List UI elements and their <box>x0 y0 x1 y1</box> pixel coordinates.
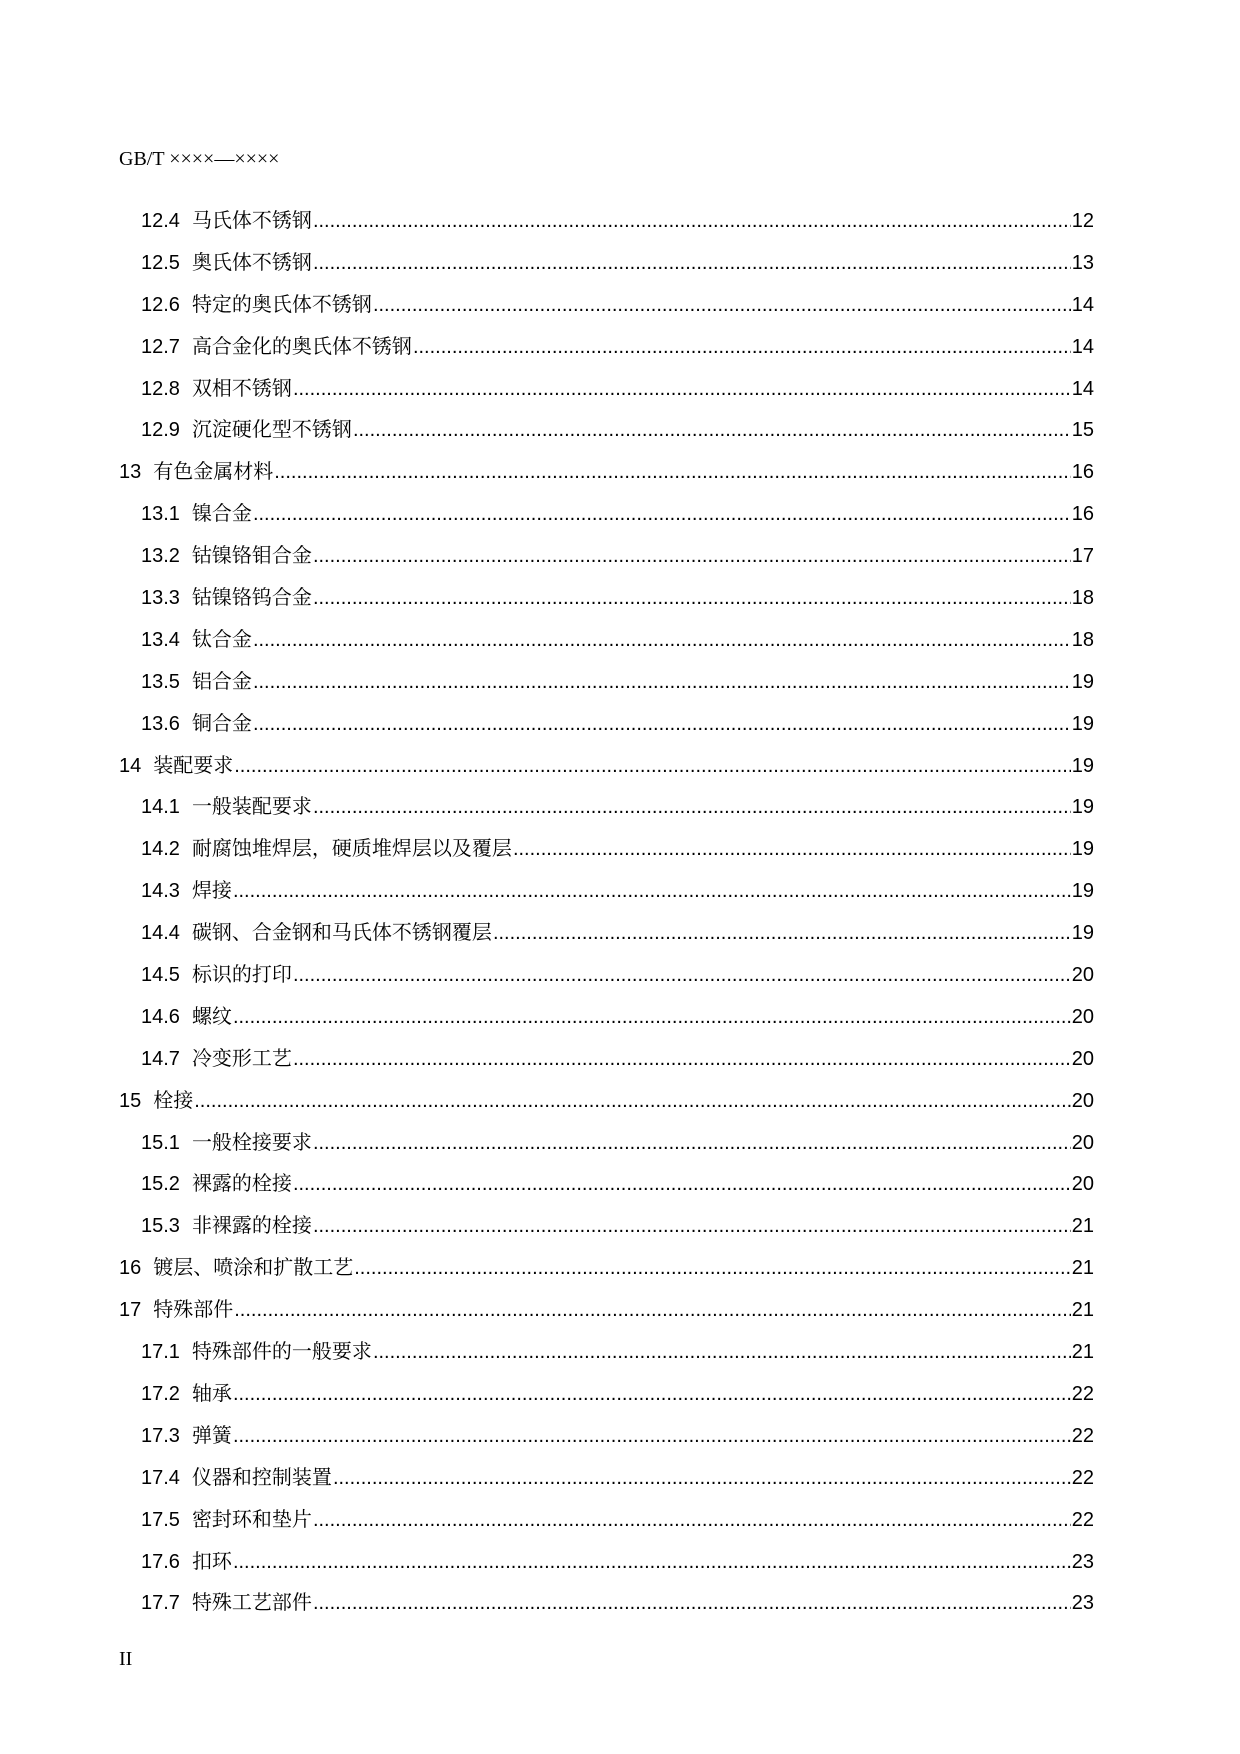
toc-section-entry[interactable] <box>119 242 1094 284</box>
toc-entry-number: 12.4 <box>141 210 180 232</box>
toc-entry-page-number: 20 <box>1071 1089 1094 1112</box>
toc-entry-page-number: 19 <box>1071 880 1094 903</box>
toc-entry-title: 镀层、喷涂和扩散工艺 <box>153 1255 354 1280</box>
toc-dot-leader <box>413 327 1071 369</box>
toc-dot-leader <box>313 578 1071 620</box>
toc-chapter-entry[interactable] <box>119 1247 1094 1289</box>
toc-entry-title: 钛合金 <box>191 626 252 651</box>
toc-entry-page-number: 16 <box>1071 461 1094 484</box>
toc-dot-leader <box>233 1374 1071 1416</box>
toc-section-entry[interactable] <box>119 870 1094 912</box>
toc-dot-leader <box>293 369 1071 411</box>
toc-dot-leader <box>234 1290 1071 1332</box>
toc-dot-leader <box>333 1458 1071 1500</box>
toc-entry-title: 裸露的栓接 <box>191 1171 292 1196</box>
toc-section-entry[interactable] <box>119 577 1094 619</box>
toc-entry-title: 特定的奥氏体不锈钢 <box>191 291 372 316</box>
toc-section-entry[interactable] <box>119 912 1094 954</box>
toc-dot-leader <box>313 1123 1071 1165</box>
toc-dot-leader <box>354 1248 1071 1290</box>
toc-entry-title: 冷变形工艺 <box>191 1045 292 1070</box>
toc-section-entry[interactable] <box>119 1457 1094 1499</box>
toc-entry-number: 12.6 <box>141 293 180 316</box>
toc-entry-title: 铜合金 <box>191 710 252 735</box>
toc-dot-leader <box>293 1164 1071 1206</box>
toc-dot-leader <box>293 1039 1071 1081</box>
toc-entry-title: 轴承 <box>191 1380 232 1405</box>
toc-entry-number: 14.3 <box>141 880 180 903</box>
toc-section-entry[interactable] <box>119 200 1094 242</box>
toc-entry-page-number: 19 <box>1071 922 1094 945</box>
toc-entry-page-number: 22 <box>1071 1466 1094 1489</box>
toc-entry-number: 14.4 <box>141 922 180 945</box>
toc-dot-leader <box>253 620 1071 662</box>
toc-entry-page-number: 21 <box>1071 1215 1094 1238</box>
toc-entry-title: 扣环 <box>191 1548 232 1573</box>
toc-entry-number: 15.3 <box>141 1215 180 1238</box>
toc-dot-leader <box>233 871 1071 913</box>
toc-dot-leader <box>493 913 1071 955</box>
toc-entry-number: 14 <box>119 754 142 777</box>
toc-dot-leader <box>253 662 1071 704</box>
toc-entry-title: 弹簧 <box>191 1422 232 1447</box>
toc-entry-title: 高合金化的奥氏体不锈钢 <box>191 333 412 358</box>
toc-dot-leader <box>233 997 1071 1039</box>
toc-section-entry[interactable] <box>119 1541 1094 1583</box>
toc-entry-title: 装配要求 <box>153 752 234 777</box>
toc-entry-page-number: 22 <box>1071 1508 1094 1531</box>
page-number-footer: II <box>119 1648 133 1670</box>
toc-entry-page-number: 17 <box>1071 545 1094 568</box>
toc-section-entry[interactable] <box>119 284 1094 326</box>
toc-entry-page-number: 18 <box>1071 587 1094 610</box>
toc-section-entry[interactable] <box>119 619 1094 661</box>
toc-dot-leader <box>353 410 1071 452</box>
toc-section-entry[interactable] <box>119 1499 1094 1541</box>
toc-dot-leader <box>313 1500 1071 1542</box>
toc-entry-title: 双相不锈钢 <box>191 375 292 400</box>
toc-entry-title: 非裸露的栓接 <box>191 1213 312 1238</box>
toc-section-entry[interactable] <box>119 1122 1094 1164</box>
toc-section-entry[interactable] <box>119 535 1094 577</box>
toc-entry-number: 15 <box>119 1089 142 1112</box>
toc-entry-title: 特殊部件 <box>153 1297 234 1322</box>
toc-section-entry[interactable] <box>119 1205 1094 1247</box>
toc-section-entry[interactable] <box>119 409 1094 451</box>
toc-entry-title: 镍合金 <box>191 501 252 526</box>
document-code-header: GB/T ××××—×××× <box>119 148 280 170</box>
toc-dot-leader <box>313 201 1071 243</box>
toc-dot-leader <box>253 704 1071 746</box>
toc-section-entry[interactable] <box>119 661 1094 703</box>
toc-entry-number: 12.8 <box>141 377 180 400</box>
toc-entry-page-number: 20 <box>1071 1005 1094 1028</box>
toc-entry-page-number: 20 <box>1071 1173 1094 1196</box>
toc-entry-page-number: 21 <box>1071 1257 1094 1280</box>
toc-entry-page-number: 19 <box>1071 796 1094 819</box>
toc-entry-title: 焊接 <box>191 878 232 903</box>
toc-entry-page-number: 19 <box>1071 670 1094 693</box>
toc-section-entry[interactable] <box>119 828 1094 870</box>
toc-entry-page-number: 14 <box>1071 335 1094 358</box>
toc-entry-number: 17.4 <box>141 1466 180 1489</box>
toc-entry-page-number: 22 <box>1071 1382 1094 1405</box>
toc-entry-page-number: 16 <box>1071 503 1094 526</box>
toc-entry-number: 17.2 <box>141 1382 180 1405</box>
toc-dot-leader <box>373 285 1071 327</box>
toc-entry-number: 15.1 <box>141 1131 180 1154</box>
toc-entry-number: 17 <box>119 1299 142 1322</box>
toc-section-entry[interactable] <box>119 1582 1094 1624</box>
toc-entry-title: 密封环和垫片 <box>191 1506 312 1531</box>
toc-entry-title: 有色金属材料 <box>153 459 274 484</box>
toc-entry-number: 17.3 <box>141 1424 180 1447</box>
toc-entry-title: 一般装配要求 <box>191 794 312 819</box>
toc-entry-page-number: 21 <box>1071 1299 1094 1322</box>
toc-entry-number: 13 <box>119 461 142 484</box>
toc-section-entry[interactable] <box>119 954 1094 996</box>
toc-entry-number: 13.5 <box>141 670 180 693</box>
toc-section-entry[interactable] <box>119 786 1094 828</box>
toc-dot-leader <box>313 243 1071 285</box>
toc-section-entry[interactable] <box>119 996 1094 1038</box>
toc-dot-leader <box>293 955 1071 997</box>
toc-dot-leader <box>253 494 1071 536</box>
toc-entry-title: 奥氏体不锈钢 <box>191 249 312 274</box>
toc-entry-title: 沉淀硬化型不锈钢 <box>191 417 352 442</box>
toc-entry-page-number: 18 <box>1071 628 1094 651</box>
toc-entry-number: 17.7 <box>141 1592 180 1615</box>
toc-entry-title: 一般栓接要求 <box>191 1129 312 1154</box>
toc-entry-page-number: 19 <box>1071 712 1094 735</box>
toc-dot-leader <box>313 1206 1071 1248</box>
toc-entry-number: 14.5 <box>141 964 180 987</box>
toc-section-entry[interactable] <box>119 1163 1094 1205</box>
toc-chapter-entry[interactable] <box>119 1080 1094 1122</box>
toc-entry-page-number: 22 <box>1071 1424 1094 1447</box>
toc-entry-title: 标识的打印 <box>191 962 292 987</box>
toc-entry-number: 14.7 <box>141 1047 180 1070</box>
table-of-contents <box>119 200 1094 1624</box>
toc-entry-title: 栓接 <box>153 1087 194 1112</box>
toc-section-entry[interactable] <box>119 1038 1094 1080</box>
toc-dot-leader <box>234 746 1071 788</box>
toc-dot-leader <box>313 536 1071 578</box>
toc-entry-title: 碳钢、合金钢和马氏体不锈钢覆层 <box>191 920 492 945</box>
toc-chapter-entry[interactable] <box>119 451 1094 493</box>
toc-section-entry[interactable] <box>119 703 1094 745</box>
toc-entry-page-number: 13 <box>1071 251 1094 274</box>
toc-entry-page-number: 20 <box>1071 1131 1094 1154</box>
toc-entry-number: 12.7 <box>141 335 180 358</box>
toc-entry-title: 钴镍铬钼合金 <box>191 543 312 568</box>
toc-entry-title: 马氏体不锈钢 <box>191 208 312 232</box>
toc-dot-leader <box>233 1416 1071 1458</box>
toc-entry-number: 14.6 <box>141 1005 180 1028</box>
toc-entry-number: 13.3 <box>141 587 180 610</box>
toc-section-entry[interactable] <box>119 1415 1094 1457</box>
toc-chapter-entry[interactable] <box>119 1289 1094 1331</box>
toc-entry-page-number: 20 <box>1071 1047 1094 1070</box>
toc-dot-leader <box>233 1542 1071 1584</box>
toc-entry-title: 螺纹 <box>191 1003 232 1028</box>
toc-section-entry[interactable] <box>119 1331 1094 1373</box>
toc-entry-number: 16 <box>119 1257 142 1280</box>
toc-entry-page-number: 23 <box>1071 1592 1094 1615</box>
toc-entry-page-number: 19 <box>1071 754 1094 777</box>
toc-entry-title: 仪器和控制装置 <box>191 1464 332 1489</box>
toc-chapter-entry[interactable] <box>119 745 1094 787</box>
toc-dot-leader <box>513 829 1071 871</box>
toc-dot-leader <box>313 1583 1071 1625</box>
toc-entry-number: 13.1 <box>141 503 180 526</box>
toc-section-entry[interactable] <box>119 1373 1094 1415</box>
toc-entry-number: 12.9 <box>141 419 180 442</box>
toc-entry-number: 13.2 <box>141 545 180 568</box>
toc-entry-page-number: 15 <box>1071 419 1094 442</box>
toc-entry-page-number: 14 <box>1071 293 1094 316</box>
toc-entry-page-number: 20 <box>1071 964 1094 987</box>
toc-entry-page-number: 23 <box>1071 1550 1094 1573</box>
toc-entry-title: 耐腐蚀堆焊层，硬质堆焊层以及覆层 <box>191 836 512 861</box>
toc-entry-page-number: 14 <box>1071 377 1094 400</box>
toc-entry-number: 13.4 <box>141 628 180 651</box>
toc-section-entry[interactable] <box>119 493 1094 535</box>
toc-section-entry[interactable] <box>119 326 1094 368</box>
toc-entry-title: 特殊工艺部件 <box>191 1590 312 1615</box>
toc-entry-number: 17.6 <box>141 1550 180 1573</box>
toc-section-entry[interactable] <box>119 368 1094 410</box>
toc-dot-leader <box>194 1081 1071 1123</box>
toc-entry-number: 14.2 <box>141 838 180 861</box>
toc-entry-page-number: 21 <box>1071 1341 1094 1364</box>
toc-entry-number: 15.2 <box>141 1173 180 1196</box>
toc-dot-leader <box>373 1332 1071 1374</box>
toc-entry-page-number: 19 <box>1071 838 1094 861</box>
toc-entry-title: 铝合金 <box>191 668 252 693</box>
toc-entry-number: 13.6 <box>141 712 180 735</box>
toc-entry-number: 17.1 <box>141 1341 180 1364</box>
toc-entry-number: 17.5 <box>141 1508 180 1531</box>
toc-entry-number: 14.1 <box>141 796 180 819</box>
toc-entry-title: 钴镍铬钨合金 <box>191 585 312 610</box>
toc-entry-page-number: 12 <box>1071 210 1094 232</box>
toc-dot-leader <box>274 452 1071 494</box>
toc-entry-number: 12.5 <box>141 251 180 274</box>
toc-entry-title: 特殊部件的一般要求 <box>191 1339 372 1364</box>
toc-dot-leader <box>313 787 1071 829</box>
